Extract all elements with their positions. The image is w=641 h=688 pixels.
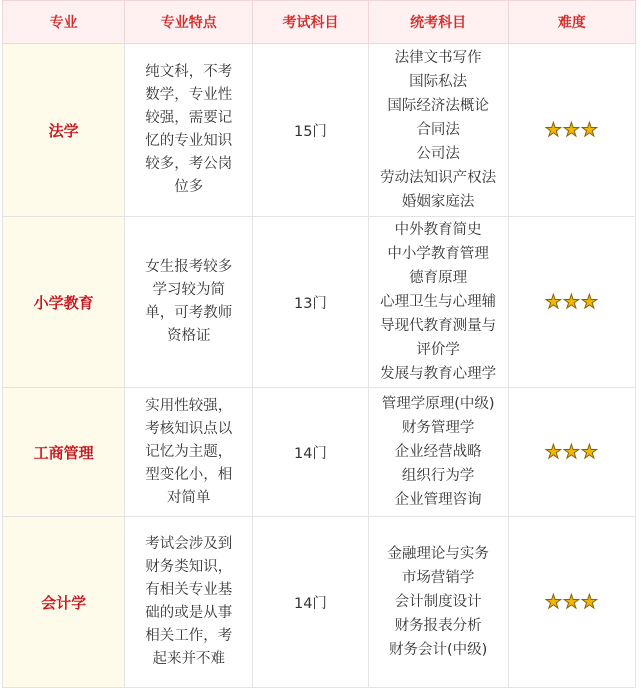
major-cell: 工商管理: [3, 388, 125, 517]
majors-table: [2, 0, 636, 688]
subject-item: 心理卫生与心理辅: [380, 294, 497, 310]
features-cell: [125, 217, 253, 388]
subject-item: 会计制度设计: [394, 594, 482, 610]
features-text: 考试会涉及到 财务类知识， 有相关专业基 础的或是从事 相关工作，考 起来并不难: [145, 536, 233, 667]
table-header: [3, 1, 636, 44]
major-cell: 法学: [3, 44, 125, 217]
subjects-cell: [368, 388, 508, 517]
header-features: 专业特点: [125, 1, 253, 44]
difficulty-cell: [508, 388, 635, 517]
subject-item: 法律文书写作: [394, 50, 482, 66]
subject-item: 财务管理学: [401, 420, 475, 436]
star-icon: ★★★: [544, 119, 599, 141]
features-text: 纯文科，不考 数学，专业性 较强，需要记 忆的专业知识 较多，考公岗 位多: [145, 64, 233, 195]
subject-item: 劳动法知识产权法: [380, 170, 497, 186]
subject-item: 发展与教育心理学: [380, 366, 497, 382]
header-row: [3, 1, 636, 44]
majors-table-container: [2, 0, 638, 686]
header-exam-count: 考试科目: [253, 1, 368, 44]
difficulty-cell: [508, 517, 635, 688]
header-unified-subjects: 统考科目: [368, 1, 508, 44]
subject-item: 国际经济法概论: [387, 98, 489, 114]
subject-item: 中外教育简史: [394, 222, 482, 238]
table-row-primary-education: [3, 217, 636, 388]
subject-item: 合同法: [416, 122, 460, 138]
subject-item: 中小学教育管理: [387, 246, 489, 262]
exam-count-cell: 14门: [253, 388, 368, 517]
table-row-law: [3, 44, 636, 217]
features-text: 女生报考较多 学习较为简 单，可考教师 资格证: [145, 259, 233, 344]
table-row-business-admin: [3, 388, 636, 517]
table-row-accounting: [3, 517, 636, 688]
major-cell: 小学教育: [3, 217, 125, 388]
header-difficulty: 难度: [508, 1, 635, 44]
header-major: 专业: [3, 1, 125, 44]
star-icon: ★★★: [544, 591, 599, 613]
subjects-cell: [368, 44, 508, 217]
table-body: [3, 44, 636, 688]
subjects-cell: [368, 517, 508, 688]
features-cell: [125, 44, 253, 217]
subject-item: 企业经营战略: [394, 444, 482, 460]
difficulty-cell: [508, 44, 635, 217]
features-text: 实用性较强， 考核知识点以 记忆为主题， 型变化小，相 对简单: [145, 397, 233, 506]
subject-item: 管理学原理(中级): [381, 396, 495, 412]
exam-count-cell: 15门: [253, 44, 368, 217]
subject-item: 财务会计(中级): [388, 642, 488, 658]
subject-item: 德育原理: [409, 270, 468, 286]
subject-item: 评价学: [416, 342, 460, 358]
exam-count-cell: 14门: [253, 517, 368, 688]
subject-item: 组织行为学: [401, 468, 475, 484]
star-icon: ★★★: [544, 441, 599, 463]
subject-item: 婚姻家庭法: [401, 194, 475, 210]
subject-item: 国际私法: [409, 74, 468, 90]
subjects-cell: [368, 217, 508, 388]
subject-item: 市场营销学: [401, 570, 475, 586]
subject-item: 财务报表分析: [394, 618, 482, 634]
major-cell: 会计学: [3, 517, 125, 688]
exam-count-cell: 13门: [253, 217, 368, 388]
subject-item: 导现代教育测量与: [380, 318, 497, 334]
subject-item: 企业管理咨询: [394, 492, 482, 508]
subject-item: 公司法: [416, 146, 460, 162]
subject-item: 金融理论与实务: [387, 546, 489, 562]
star-icon: ★★★: [544, 291, 599, 313]
features-cell: [125, 388, 253, 517]
features-cell: [125, 517, 253, 688]
difficulty-cell: [508, 217, 635, 388]
